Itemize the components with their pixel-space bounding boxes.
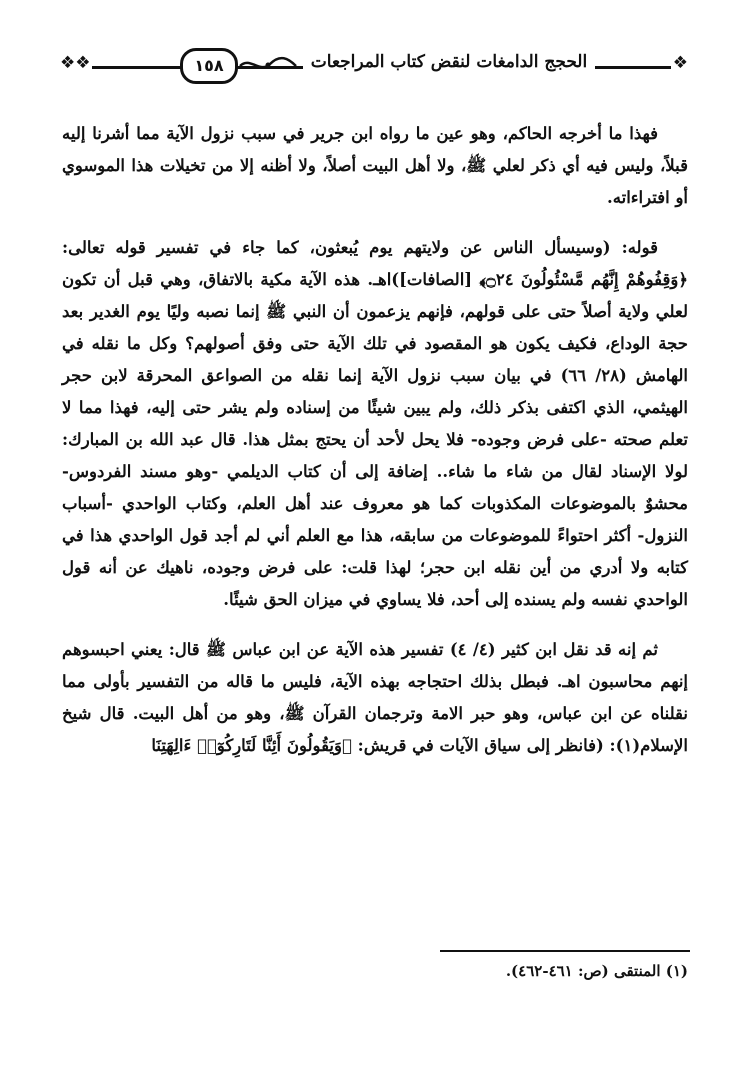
header-ornament-left: ❖❖: [60, 53, 91, 73]
page-body: [62, 118, 688, 772]
running-title-text: الحجج الدامغات لنقض كتاب المراجعات: [303, 52, 595, 72]
paragraph-1: فهذا ما أخرجه الحاكم، وهو عين ما رواه ابن جرير في سبب نزول الآية مما أشرنا إليه قبلاً، وليس فيه أي ذكر لعلي ﷺ، ولا أهل البيت أصلاً، ولا أظنه إلا من تخيلات هذا الموسوي أو افتراءاته.: [62, 124, 688, 207]
paragraph-2: قوله: (وسيسأل الناس عن ولايتهم يوم يُبعثون، كما جاء في تفسير قوله تعالى: ﴿وَقِفُوهُمْ إِنَّهُم مَّسْئُولُونَ ۝٢٤﴾ [الصافات])اهـ. هذه الآية مكية بالاتفاق، وهي قبل أن تكون لعلي ولاية أصلاً حتى على قولهم، فإنهم يزعمون أن النبي ﷺ إنما نصبه وليًا يوم الغدير بعد حجة الوداع، فكيف يكون هو المقصود في تلك الآية حتى وفق أصولهم؟ وكل ما نقله في الهامش (٢٨/ ٦٦) في بيان سبب نزول الآية إنما نقله من الصواعق المحرقة لابن حجر الهيثمي، الذي اكتفى بذكر ذلك، ولم يبين شيئًا من إسناده ولم يشر حتى إليه، فهذا مما لا تعلم صحته -على فرض وجوده- فلا يحل لأحد أن يحتج بمثل هذا. قال عبد الله بن المبارك: لولا الإسناد لقال من شاء ما شاء.. إضافة إلى أن كتاب الديلمي -وهو مسند الفردوس- محشوٌ بالموضوعات المكذوبات كما هو معروف عند أهل العلم، وكتاب الواحدي -أسباب النزول- أكثر احتواءً للموضوعات من سابقه، هذا مع العلم أني لم أجد قول الواحدي هذا في كتابه ولا أدري من أين نقله ابن حجر؛ لهذا قلت: على فرض وجوده، ناهيك عن أنه قول الواحدي نفسه ولم يسنده إلى أحد، فلا يساوي في ميزان الحق شيئًا.: [62, 238, 688, 609]
header-ornament-right: ❖: [672, 53, 688, 73]
footnote: (١) المنتقى (ص: ٤٦١-٤٦٢).: [505, 962, 688, 980]
flourish-ornament-icon: [238, 54, 298, 74]
running-header: [58, 42, 690, 82]
page-number-badge: ١٥٨: [180, 48, 238, 84]
footnote-separator: [440, 950, 690, 952]
paragraph-3: ثم إنه قد نقل ابن كثير (٤/ ٤) تفسير هذه الآية عن ابن عباس ﷺ قال: يعني احبسوهم إنهم محاسبون اهـ. فبطل بذلك احتجاجه بهذه الآية، فليس ما قاله من التفسير بأولى مما نقلناه عن ابن عباس، وهو حبر الامة وترجمان القرآن ﷺ، وهو من أهل البيت. قال شيخ الإسلام(١): (فانظر إلى سياق الآيات في قريش: ﴿وَيَقُولُونَ أَئِنَّا لَتَارِكُوٓا۟ ءَالِهَتِنَا: [62, 640, 688, 755]
